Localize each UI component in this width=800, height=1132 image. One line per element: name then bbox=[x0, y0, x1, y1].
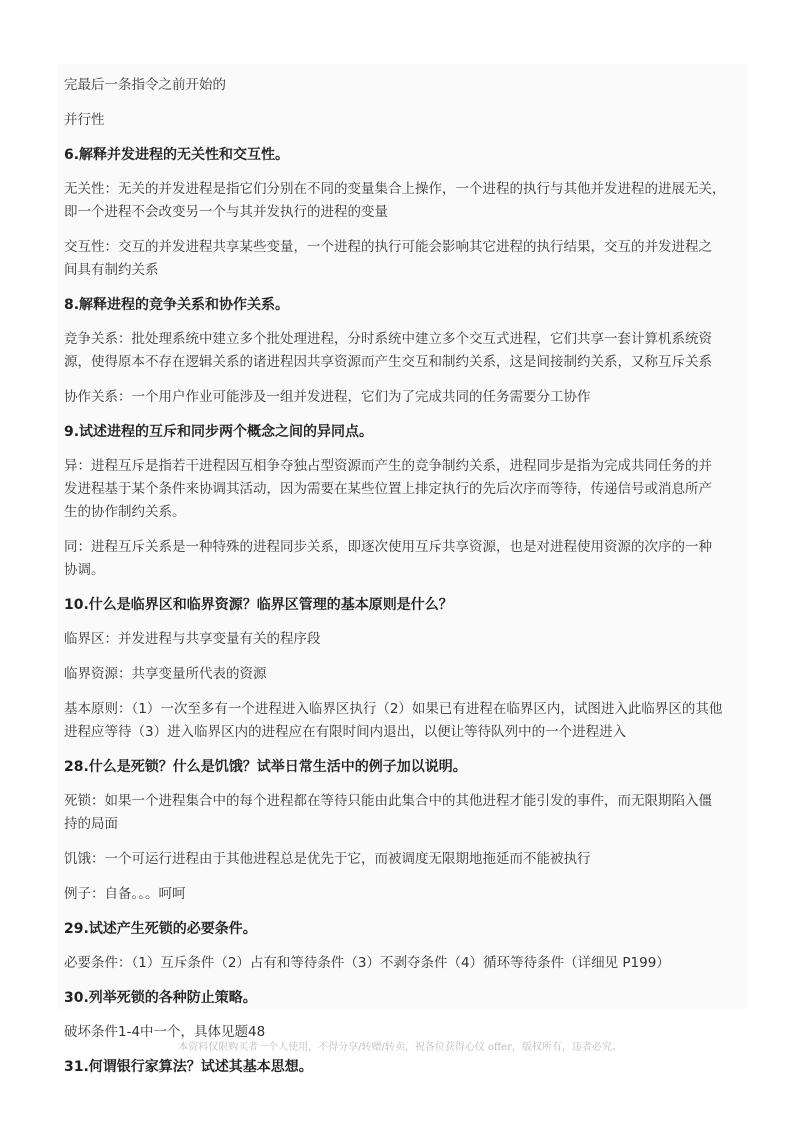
paragraph bbox=[64, 952, 742, 975]
footer-notice: 本资料仅限购买者一个人使用，不得分享/转赠/转卖，祝各位获得心仪 offer，版权所有，违者必究。 bbox=[178, 1042, 622, 1053]
paragraph bbox=[64, 698, 742, 744]
text-line: 竞争关系：批处理系统中建立多个批处理进程，分时系统中建立多个交互式进程，它们共享一套计算机系统资 bbox=[64, 331, 712, 347]
paragraph bbox=[64, 790, 742, 836]
paragraph bbox=[64, 455, 742, 524]
paragraph bbox=[64, 883, 742, 906]
paragraph bbox=[64, 848, 742, 871]
paragraph bbox=[64, 109, 742, 132]
text-line: 破坏条件1-4中一个，具体见题48 bbox=[64, 1024, 266, 1040]
text-line: 异：进程互斥是指若干进程因互相争夺独占型资源而产生的竞争制约关系，进程同步是指为完成共同任务的并 bbox=[64, 458, 712, 474]
text-line: 即一个进程不会改变另一个与其并发执行的进程的变量 bbox=[64, 204, 388, 220]
text-line: 同：进程互斥关系是一种特殊的进程同步关系，即逐次使用互斥共享资源，也是对进程使用资源的次序的一种 bbox=[64, 539, 712, 555]
text-line: 例子：自备。。。呵呵 bbox=[64, 886, 186, 902]
paragraph bbox=[64, 628, 742, 651]
document-body bbox=[58, 64, 748, 1078]
text-line: 持的局面 bbox=[64, 816, 118, 832]
paragraph bbox=[64, 74, 742, 97]
section-heading bbox=[64, 144, 742, 166]
text-line: 协调。 bbox=[64, 562, 105, 578]
text-line: 饥饿：一个可运行进程由于其他进程总是优先于它，而被调度无限期地拖延而不能被执行 bbox=[64, 851, 591, 867]
section-heading bbox=[64, 421, 742, 443]
paragraph bbox=[64, 386, 742, 409]
text-line: 6.解释并发进程的无关性和交互性。 bbox=[64, 147, 290, 163]
text-line: 交互性：交互的并发进程共享某些变量，一个进程的执行可能会影响其它进程的执行结果，交互的并发进程之 bbox=[64, 239, 712, 255]
text-line: 10.什么是临界区和临界资源？临界区管理的基本原则是什么？ bbox=[64, 597, 453, 613]
section-heading bbox=[64, 918, 742, 940]
text-line: 进程应等待（3）进入临界区内的进程应在有限时间内退出，以便让等待队列中的一个进程进入 bbox=[64, 724, 627, 740]
text-line: 临界区：并发进程与共享变量有关的程序段 bbox=[64, 631, 321, 647]
text-line: 并行性 bbox=[64, 112, 105, 128]
section-heading bbox=[64, 294, 742, 316]
text-line: 临界资源：共享变量所代表的资源 bbox=[64, 666, 267, 682]
text-line: 28.什么是死锁？什么是饥饿？试举日常生活中的例子加以说明。 bbox=[64, 759, 467, 775]
text-line: 死锁：如果一个进程集合中的每个进程都在等待只能由此集合中的其他进程才能引发的事件，而无限期陷入僵 bbox=[64, 793, 712, 809]
paragraph bbox=[64, 236, 742, 282]
text-line: 必要条件：（1）互斥条件（2）占有和等待条件（3）不剥夺条件（4）循环等待条件（详细见 P199） bbox=[64, 955, 670, 971]
paragraph bbox=[64, 328, 742, 374]
text-line: 间具有制约关系 bbox=[64, 262, 159, 278]
section-heading bbox=[64, 987, 742, 1009]
text-line: 源，使得原本不存在逻辑关系的诸进程因共享资源而产生交互和制约关系，这是间接制约关系，又称互斥关系 bbox=[64, 354, 712, 370]
text-line: 基本原则：（1）一次至多有一个进程进入临界区执行（2）如果已有进程在临界区内，试图进入此临界区的其他 bbox=[64, 701, 723, 717]
text-line: 8.解释进程的竞争关系和协作关系。 bbox=[64, 297, 290, 313]
section-heading bbox=[64, 1056, 742, 1078]
text-line: 生的协作制约关系。 bbox=[64, 504, 186, 520]
section-heading bbox=[64, 756, 742, 778]
text-line: 29.试述产生死锁的必要条件。 bbox=[64, 921, 257, 937]
text-line: 无关性：无关的并发进程是指它们分别在不同的变量集合上操作，一个进程的执行与其他并发进程的进展无关， bbox=[64, 181, 726, 197]
text-line: 协作关系：一个用户作业可能涉及一组并发进程，它们为了完成共同的任务需要分工协作 bbox=[64, 389, 591, 405]
text-line: 完最后一条指令之前开始的 bbox=[64, 77, 226, 93]
section-heading bbox=[64, 594, 742, 616]
paragraph bbox=[64, 663, 742, 686]
text-line: 9.试述进程的互斥和同步两个概念之间的异同点。 bbox=[64, 424, 374, 440]
text-line: 31.何谓银行家算法？试述其基本思想。 bbox=[64, 1059, 313, 1075]
paragraph bbox=[64, 178, 742, 224]
text-line: 发进程基于某个条件来协调其活动，因为需要在某些位置上排定执行的先后次序而等待，传递信号或消息所产 bbox=[64, 481, 712, 497]
text-line: 30.列举死锁的各种防止策略。 bbox=[64, 990, 257, 1006]
paragraph bbox=[64, 536, 742, 582]
